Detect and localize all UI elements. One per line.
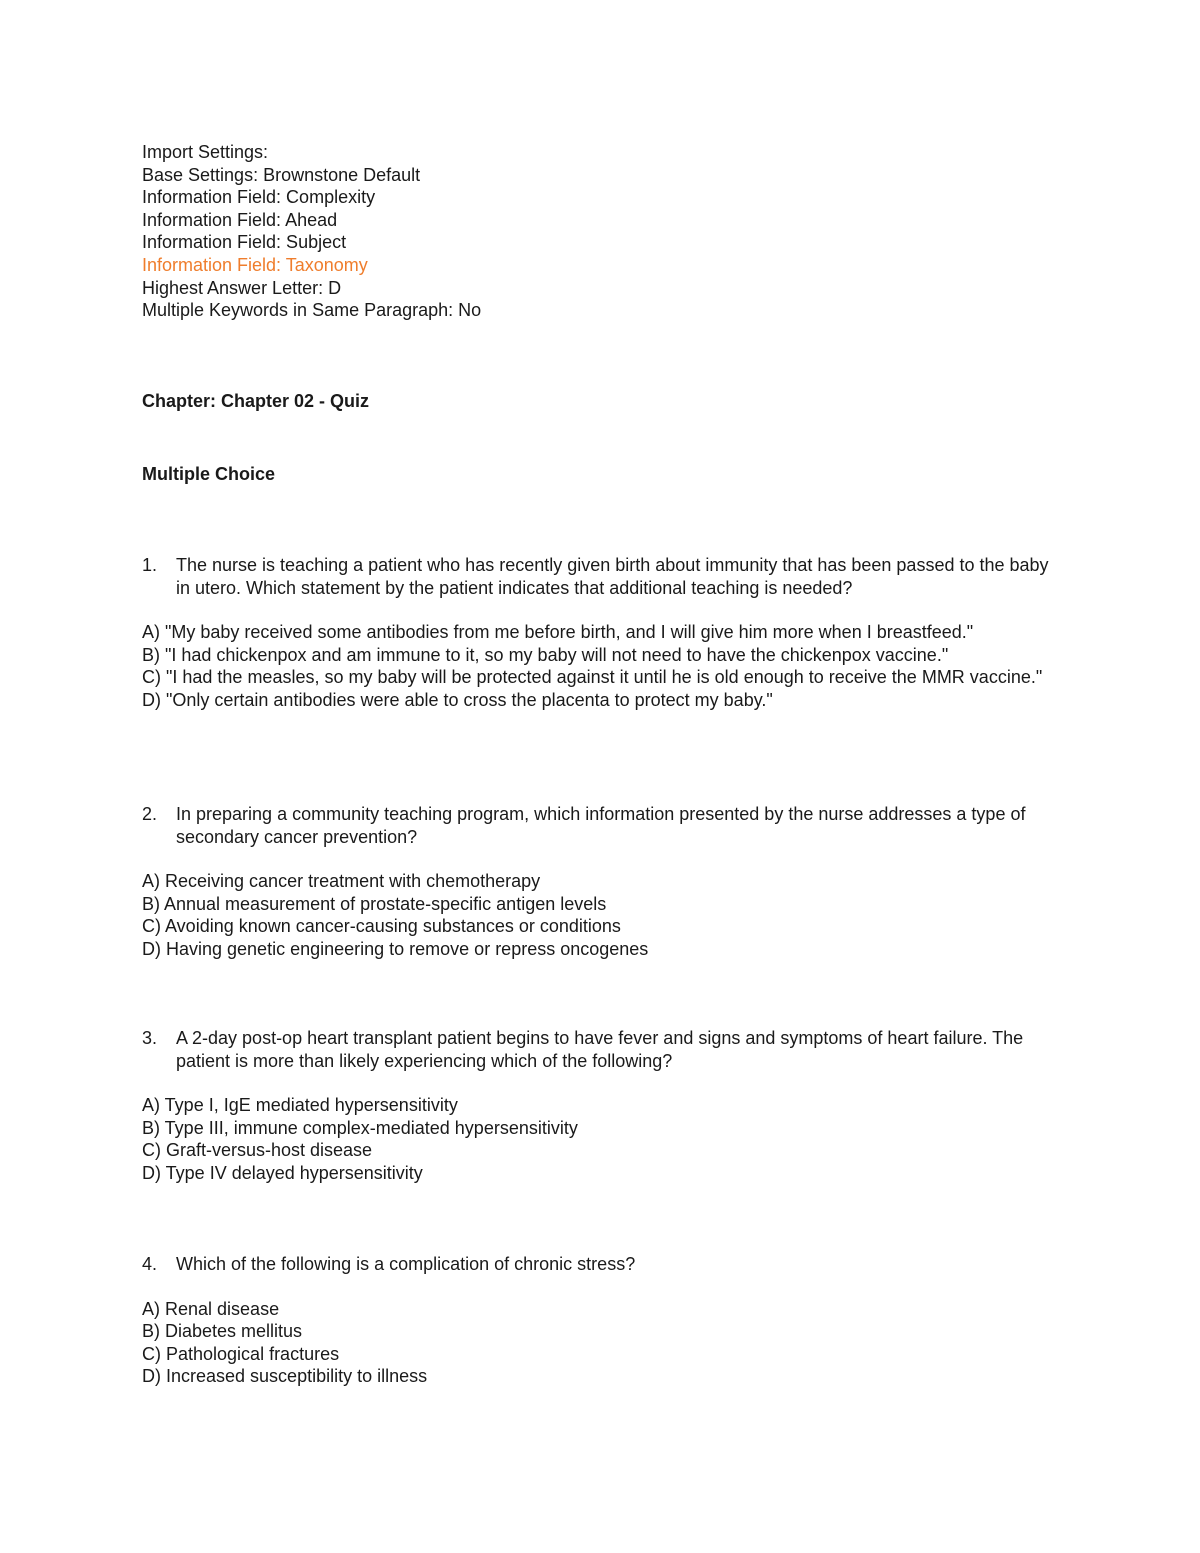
answer-option-d: D) "Only certain antibodies were able to cross the placenta to protect my baby." [142, 689, 773, 710]
question-stem [142, 1027, 1062, 1072]
answer-option-d: D) Increased susceptibility to illness [142, 1366, 428, 1387]
question-text: In preparing a community teaching program, which information presented by the nurse addresses a type of secondary cancer prevention? [176, 804, 1026, 847]
answer-option-a: A) Type I, IgE mediated hypersensitivity [142, 1095, 458, 1116]
answer-option-a: A) Renal disease [142, 1298, 280, 1319]
answer-option-a: A) "My baby received some antibodies from me before birth, and I will give him more when I breastfeed." [142, 622, 974, 643]
answer-option-b: B) Type III, immune complex-mediated hypersensitivity [142, 1117, 578, 1138]
question-1 [142, 554, 1062, 712]
question-stem [142, 1253, 1062, 1276]
question-number: 2. [142, 804, 158, 824]
setting-base: Base Settings: Brownstone Default [142, 164, 421, 185]
question-number: 1. [142, 555, 158, 575]
import-settings-block [142, 141, 1062, 322]
question-3 [142, 1027, 1062, 1185]
answer-option-c: C) Graft-versus-host disease [142, 1140, 373, 1161]
answer-option-d: D) Type IV delayed hypersensitivity [142, 1162, 423, 1183]
setting-subject: Information Field: Subject [142, 232, 347, 253]
question-text: Which of the following is a complication of chronic stress? [176, 1254, 636, 1274]
question-4 [142, 1253, 1062, 1388]
answer-options [142, 1298, 1062, 1388]
question-2 [142, 803, 1062, 961]
setting-multiple-keywords: Multiple Keywords in Same Paragraph: No [142, 300, 482, 321]
answer-option-c: C) Pathological fractures [142, 1343, 340, 1364]
setting-highest-answer: Highest Answer Letter: D [142, 277, 342, 298]
answer-options [142, 1094, 1062, 1184]
answer-options [142, 621, 1062, 711]
chapter-heading: Chapter: Chapter 02 - Quiz [142, 391, 370, 411]
import-settings-heading: Import Settings: [142, 142, 269, 162]
question-stem [142, 803, 1062, 848]
answer-option-b: B) "I had chickenpox and am immune to it, so my baby will not need to have the chickenpox vaccine." [142, 644, 949, 665]
question-number: 3. [142, 1028, 158, 1048]
question-stem [142, 554, 1062, 599]
answer-option-c: C) Avoiding known cancer-causing substances or conditions [142, 916, 621, 937]
setting-taxonomy: Information Field: Taxonomy [142, 254, 368, 275]
answer-option-b: B) Annual measurement of prostate-specific antigen levels [142, 893, 607, 914]
setting-ahead: Information Field: Ahead [142, 209, 338, 230]
question-number: 4. [142, 1254, 158, 1274]
answer-option-d: D) Having genetic engineering to remove or repress oncogenes [142, 938, 649, 959]
answer-option-c: C) "I had the measles, so my baby will be protected against it until he is old enough to receive the MMR vaccine." [142, 667, 1043, 688]
section-heading: Multiple Choice [142, 464, 276, 484]
question-text: The nurse is teaching a patient who has recently given birth about immunity that has been passed to the baby in utero. Which statement by the patient indicates that additional teaching is needed? [176, 555, 1049, 598]
answer-option-b: B) Diabetes mellitus [142, 1321, 303, 1342]
answer-options [142, 870, 1062, 960]
setting-complexity: Information Field: Complexity [142, 187, 376, 208]
answer-option-a: A) Receiving cancer treatment with chemotherapy [142, 871, 541, 892]
document-page [142, 141, 1062, 1387]
question-text: A 2-day post-op heart transplant patient begins to have fever and signs and symptoms of heart failure. The patient is more than likely experiencing which of the following? [176, 1028, 1024, 1071]
